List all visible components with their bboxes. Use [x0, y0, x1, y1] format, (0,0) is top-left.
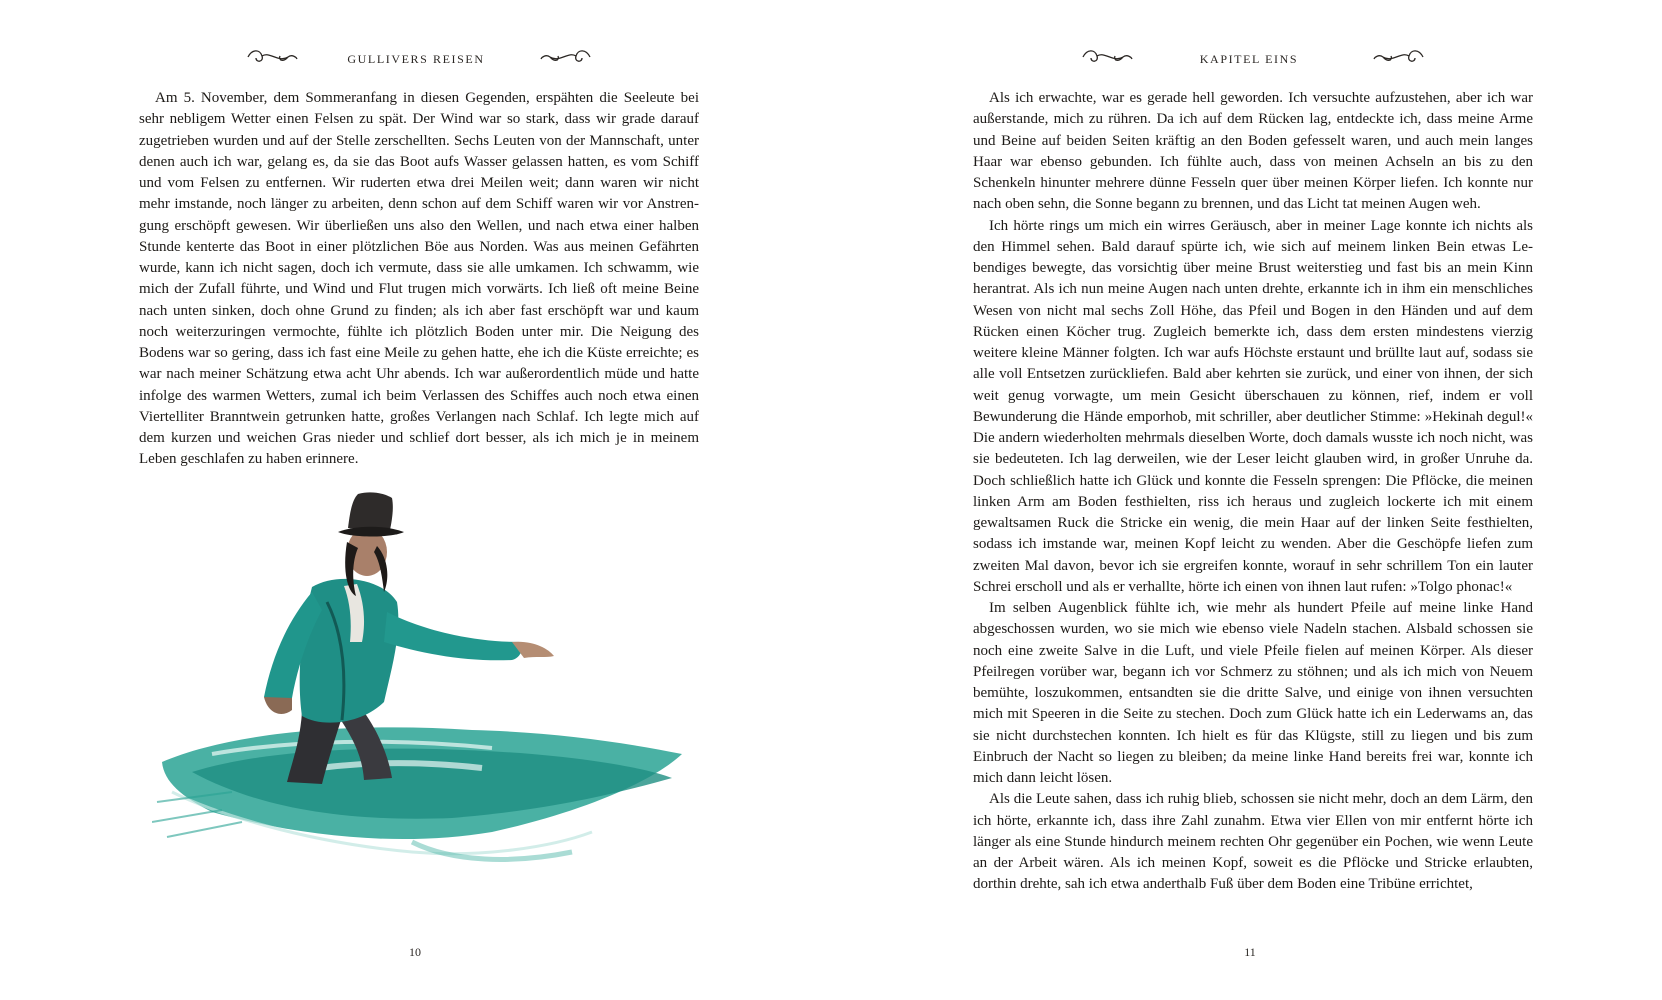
- right-page: [831, 0, 1662, 1000]
- ornament-right-icon: [1371, 47, 1427, 67]
- running-head-title: KAPITEL EINS: [1199, 52, 1299, 66]
- ornament-left-icon: [244, 47, 300, 67]
- ornament-left-icon: [1079, 47, 1135, 67]
- page-number: 11: [1244, 945, 1256, 959]
- running-head-title: GULLIVERS REISEN: [347, 52, 485, 66]
- paragraph: Im selben Augenblick fühlte ich, wie mehr als hundert Pfeile auf meine linke Hand abgeschossen wurden, wo sie mich wie ebenso viele Nadeln stachen. Alsbald schossen sie noch eine zweite Salve in die Luft, und viele Pfeile fielen auf meinen Körper. Als dieser Pfeilregen vorüber war, begann ich vor Schmerz zu stöhnen; und als ich mich von Neuem bemühte, loszukommen, entsandten sie die dritte Salve, und einige von ihnen versuchten mich mit Speeren in die Seite zu stechen. Doch zum Glück hatte ich ein Lederwams an, das sie nicht durchstechen konnten. Ich hielt es für das Klügste, still zu liegen und bis zum Einbruch der Nacht so liegen zu bleiben; da meine linke Hand bereits frei war, konnte ich mich dann leicht lösen.: [973, 600, 1533, 786]
- body-text: [139, 88, 699, 471]
- illustration-gulliver-wading: [152, 492, 712, 922]
- running-head-right: [831, 47, 1662, 71]
- paragraph: Ich hörte rings um mich ein wirres Geräusch, aber in meiner Lage konnte ich nichts als den Himmel sehen. Bald darauf spürte ich, wie sich auf meinem linken Bein etwas Lebendiges bewegte, das vorsichtig über meine Brust weiterstieg und fast bis an mein Kinn herantrat. Als ich nun meine Augen nach unten drehte, erkannte ich in ihm ein menschliches Wesen von nicht mal sechs Zoll Höhe, das Pfeil und Bogen in den Händen und auf dem Rücken einen Köcher trug. Zugleich bemerkte ich, dass dem ersten mindestens vierzig weitere kleine Männer folgten. Ich war aufs Höchste erstaunt und brüllte laut auf, sodass sie alle voll Entsetzen zurückliefen. Bald aber kehrten sie zurück, und einer von ihnen, der sich weit genug vorwagte, um mein Gesicht überschauen zu können, rief, indem er voll Bewunderung die Hände emporhob, mit schriller, aber deutlicher Stimme: »Hekinah degul!« Die andern wiederholten mehrmals dieselben Worte, doch damals wusste ich noch nicht, was sie bedeuteten. Ich lag derweilen, wie der Leser leicht glauben wird, in großer Unruhe da. Doch schließlich hatte ich Glück und konnte die Fesseln sprengen: Die Pflöcke, die meinen linken Arm am Boden festhielten, riss ich heraus und zugleich lockerte ich mit einem gewaltsamen Ruck die Stricke ein wenig, die mein Haar auf der linken Seite festhielten, sodass ich imstande war, meinen Kopf leicht zu wenden. Aber die Geschöpfe liefen zum zweiten Mal davon, bevor ich sie ergreifen konnte, worauf in sehr schrillem Ton ein lauter Schrei erscholl und als er verhallte, hörte ich einen von ihnen laut rufen: »Tolgo phonac!«: [973, 217, 1533, 595]
- page-number: 10: [409, 945, 421, 959]
- paragraph: Am 5. November, dem Sommeranfang in diesen Gegenden, erspähten die Seeleute bei sehr nebligem Wetter einen Felsen zu spät. Der Wind war so stark, dass wir grade darauf zugetrieben wurden und auf der Stelle zerschellten. Sechs Leuten von der Mannschaft, unter denen auch ich war, gelang es, da sie das Boot aufs Wasser gelassen hatten, es vom Schiff und vom Felsen zu entfernen. Wir ruderten etwa drei Meilen weit; dann waren wir nicht mehr imstande, noch länger zu arbeiten, denn schon auf dem Schiff waren wir vor Anstrengung erschöpft gewesen. Wir überließen uns also den Wellen, und nach etwa einer halben Stunde kenterte das Boot in einer plötzlichen Böe aus Norden. Was aus meinen Gefährten wurde, kann ich nicht sagen, doch ich vermute, dass sie alle umkamen. Ich schwamm, wie mich der Zufall führte, und Wind und Flut trugen mich vorwärts. Ich ließ oft meine Beine nach unten sinken, doch ohne Grund zu finden; als ich aber fast erschöpft war und kaum noch weiterzuringen vermochte, fühlte ich plötzlich Boden unter mir. Die Neigung des Bodens war so gering, dass ich fast eine Meile zu gehen hatte, ehe ich die Küste erreichte; es war nach meiner Schätzung etwa acht Uhr abends. Ich war außerordentlich müde und hatte infolge des warmen Wetters, zumal ich beim Verlassen des Schiffes auch noch etwa einen Viertelliter Branntwein getrunken hatte, großes Verlangen nach Schlaf. Ich legte mich auf dem kurzen und weichen Gras nieder und schlief dort besser, als ich mich je in meinem Leben geschlafen zu haben erinnere.: [139, 90, 699, 468]
- water-waves: [152, 727, 682, 859]
- running-head-left: [0, 47, 831, 71]
- body-text: [973, 88, 1533, 896]
- ornament-right-icon: [538, 47, 594, 67]
- paragraph: Als die Leute sahen, dass ich ruhig blieb, schossen sie nicht mehr, doch an dem Lärm, den ich hörte, erkannte ich, dass ihre Zahl zunahm. Etwa vier Ellen von mir entfernt hörte ich länger als eine Stunde hindurch meinem rechten Ohr gegenüber ein Pochen, wie wenn Leute an der Arbeit wären. Als ich meinen Kopf, soweit es die Pflöcke und Stricke erlaubten, dorthin drehte, sah ich etwa anderthalb Fuß über dem Boden eine Tribüne errichtet,: [973, 791, 1533, 893]
- paragraph: Als ich erwachte, war es gerade hell geworden. Ich versuchte aufzustehen, aber ich war außerstande, mich zu rühren. Da ich auf dem Rücken lag, entdeckte ich, dass meine Arme und Beine auf beiden Seiten kräftig an den Boden gefesselt waren, und auch mein langes Haar war ebenso gebunden. Ich fühlte auch, dass von meinen Achseln an bis zu den Schenkeln hinunter mehrere dünne Fesseln quer über meinen Körper liefen. Ich konnte nur nach oben sehn, die Sonne begann zu brennen, und das Licht tat meinen Augen weh.: [973, 90, 1533, 213]
